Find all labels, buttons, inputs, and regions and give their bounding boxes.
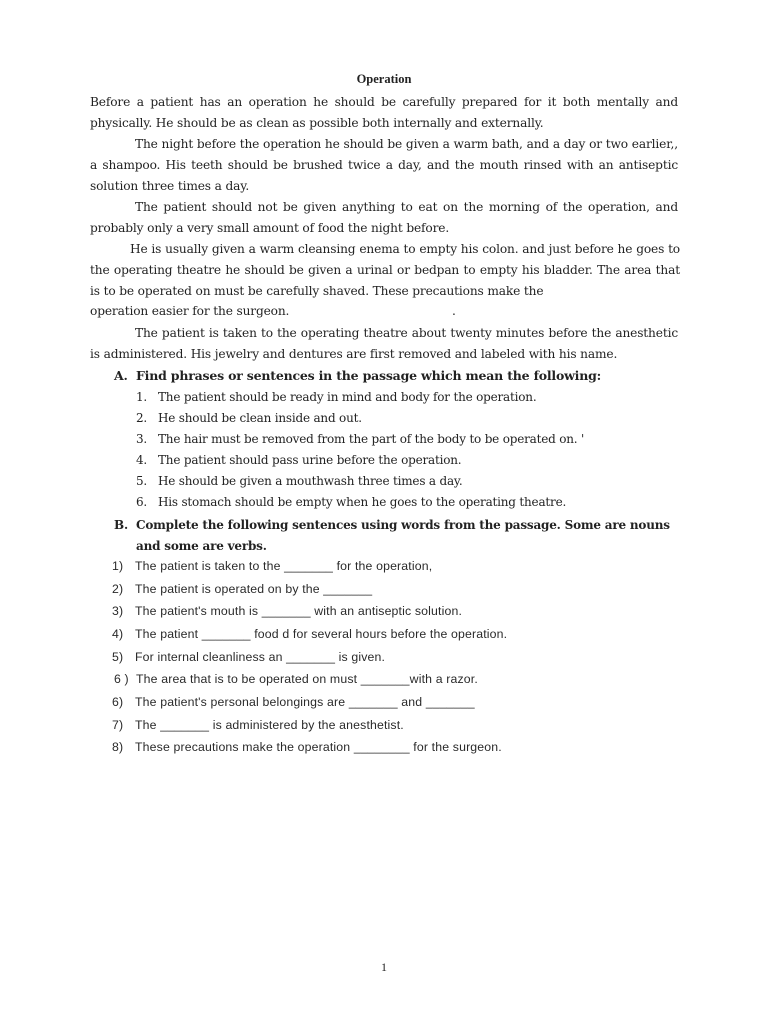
item-number: 4. [136, 453, 148, 467]
item-text: The area that is to be operated on must _______with a razor. [136, 672, 478, 686]
item-text: His stomach should be empty when he goes to the operating theatre. [158, 495, 567, 509]
section-b-item [112, 695, 475, 709]
item-text: These precautions make the operation ________ for the surgeon. [135, 740, 502, 754]
section-b-item [112, 740, 502, 754]
section-a-item [136, 453, 461, 467]
item-number: 4) [112, 627, 124, 641]
item-text: He should be clean inside and out. [158, 411, 362, 425]
section-a-heading [114, 368, 601, 383]
item-text: The patient's personal belongings are _______ and _______ [135, 695, 475, 709]
item-text: He should be given a mouthwash three times a day. [158, 474, 463, 488]
item-text: The _______ is administered by the anesthetist. [135, 718, 404, 732]
section-b-item [112, 718, 404, 732]
item-text: The patient is operated on by the _______ [135, 582, 373, 596]
section-b-item [112, 604, 462, 618]
item-number: 6) [112, 695, 124, 709]
item-number: 6. [136, 495, 148, 509]
item-text: The patient _______ food d for several hours before the operation. [135, 627, 508, 641]
section-b-item [114, 672, 478, 686]
stray-dot: . [452, 304, 456, 318]
item-number: 1. [136, 390, 148, 404]
section-a-item [136, 411, 362, 425]
passage-paragraph-5: The patient is taken to the operating theatre about twenty minutes before the anesthetic is administered. His jewelry and dentures are first removed and labeled with his name. [90, 326, 678, 361]
section-a-item [136, 495, 566, 509]
passage-paragraph-4: He is usually given a warm cleansing enema to empty his colon. and just before he goes to the operating theatre he should be given a urinal or bedpan to empty his bladder. The area that is to be operated on must be carefully shaved. These precautions make the [90, 242, 680, 298]
item-number: 1) [112, 559, 124, 573]
item-text: The patient is taken to the _______ for the operation, [135, 559, 433, 573]
item-number: 5. [136, 474, 148, 488]
item-number: 2) [112, 582, 124, 596]
section-b-heading-text-2: and some are verbs. [136, 539, 267, 553]
section-b-item [112, 559, 432, 573]
item-text: For internal cleanliness an _______ is given. [135, 650, 386, 664]
item-number: 3) [112, 604, 124, 618]
section-b-item [112, 650, 385, 664]
passage-paragraph-4-end [90, 304, 690, 318]
section-a-heading-text: Find phrases or sentences in the passage which mean the following: [136, 368, 602, 383]
section-b-item [112, 582, 372, 596]
item-number: 8) [112, 740, 124, 754]
passage-paragraph-3: The patient should not be given anything to eat on the morning of the operation, and probably only a very small amount of food the night before. [90, 200, 678, 235]
section-a-item [136, 390, 536, 404]
section-a-item [136, 474, 463, 488]
passage-paragraph-2: The night before the operation he should be given a warm bath, and a day or two earlier,, a shampoo. His teeth should be brushed twice a day, and the mouth rinsed with an antiseptic solution three times a day. [90, 137, 678, 193]
item-number: 2. [136, 411, 148, 425]
item-number: 7) [112, 718, 124, 732]
item-number: 5) [112, 650, 124, 664]
item-text: The patient's mouth is _______ with an antiseptic solution. [135, 604, 463, 618]
passage-paragraph-1: Before a patient has an operation he should be carefully prepared for it both mentally and physically. He should be as clean as possible both internally and externally. [90, 95, 678, 130]
page-number: 1 [381, 960, 387, 974]
item-number: 6 ) [114, 672, 129, 686]
section-b-letter: B. [114, 518, 128, 532]
section-a-letter: A. [114, 368, 128, 383]
page-title: Operation [356, 72, 412, 86]
section-b-item [112, 627, 507, 641]
item-text: The patient should be ready in mind and body for the operation. [158, 390, 537, 404]
item-text: The hair must be removed from the part of the body to be operated on. ' [158, 432, 585, 446]
section-a-item [136, 432, 584, 446]
item-number: 3. [136, 432, 148, 446]
section-b-heading [114, 515, 674, 557]
passage-line-text: operation easier for the surgeon. [90, 304, 290, 318]
section-b-heading-text: Complete the following sentences using words from the passage. Some are nouns [136, 518, 670, 532]
item-text: The patient should pass urine before the operation. [158, 453, 462, 467]
